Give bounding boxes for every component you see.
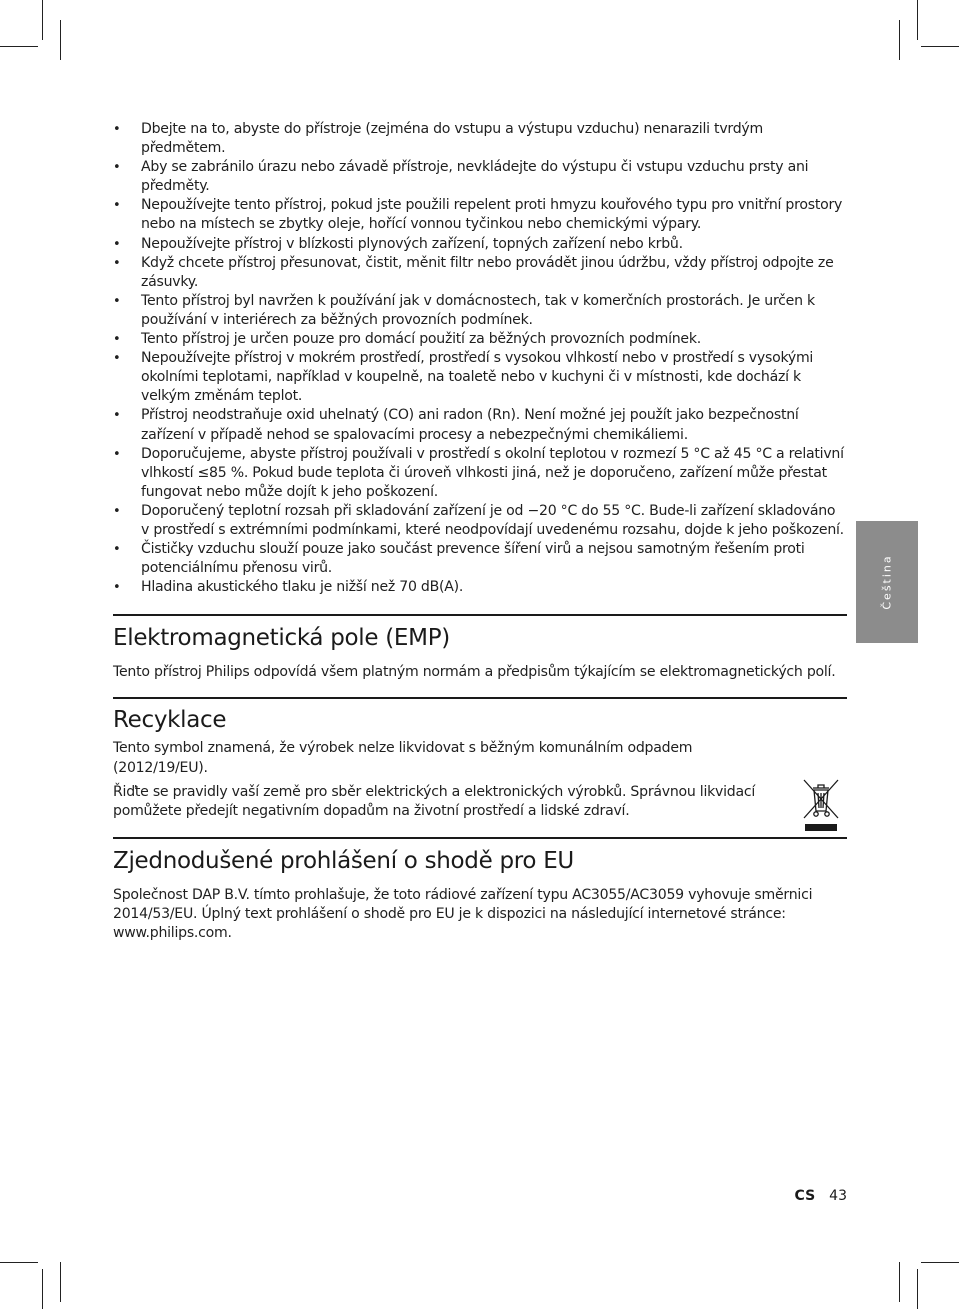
emf-text: Tento přístroj Philips odpovídá všem platným normám a předpisům týkajícím se elektromagnetických polí. bbox=[113, 664, 836, 681]
list-item: • Aby se zabránilo úrazu nebo závadě přístroje, nevkládejte do výstupu či vstupu vzduchu prsty ani předměty. bbox=[113, 159, 809, 195]
section-divider bbox=[113, 837, 847, 839]
list-item: • Nepoužívejte přístroj v mokrém prostředí, prostředí s vysokou vlhkostí nebo v prostředí s vysokými okolními teplotami, například v koupelně, na toaletě nebo v kuchyni či v místnosti, kde dochází k velkým změnám teplot. bbox=[113, 350, 814, 405]
list-item: • Nepoužívejte přístroj v blízkosti plynových zařízení, topných zařízení nebo krbů. bbox=[113, 235, 683, 252]
declaration-section bbox=[113, 846, 847, 943]
recycling-section bbox=[113, 705, 847, 820]
list-item: • Doporučený teplotní rozsah při skladování zařízení je od −20 °C do 55 °C. Bude-li zařízení skladováno v prostředí s extrémními podmínkami, které neodpovídají uvedenému rozsahu, dojde k jeho poškození. bbox=[113, 502, 844, 538]
emf-section bbox=[113, 623, 847, 682]
list-item: • Nepoužívejte tento přístroj, pokud jste použili repelent proti hmyzu kouřového typu pro vnitřní prostory nebo na místech se zbytky oleje, hořící vonnou tyčinkou nebo chemickými výpary. bbox=[113, 197, 843, 233]
list-item: • Čističky vzduchu slouží pouze jako součást prevence šíření virů a nejsou samotným řešením proti potenciálnímu přenosu virů. bbox=[113, 541, 805, 577]
safety-bullet-list bbox=[113, 120, 847, 597]
list-item: • Doporučujeme, abyste přístroj používali v prostředí s okolní teplotou v rozmezí 5 °C až 45 °C a relativní vlhkostí ≤85 %. Pokud bude teplota či úroveň vlhkosti jiná, než je doporučeno, zařízení může přestat fungovat nebo může dojít k jeho poškození. bbox=[113, 445, 844, 500]
section-divider bbox=[113, 697, 847, 699]
list-item: • Tento přístroj byl navržen k používání jak v domácnostech, tak v komerčních prostorách. Je určen k používání v interiérech za běžných provozních podmínek. bbox=[113, 292, 815, 328]
section-divider bbox=[113, 614, 847, 616]
list-item: • Hladina akustického tlaku je nižší než 70 dB(A). bbox=[113, 579, 464, 596]
page-content bbox=[113, 120, 847, 943]
recycling-heading: Recyklace bbox=[113, 707, 227, 734]
list-item: • Přístroj neodstraňuje oxid uhelnatý (CO) ani radon (Rn). Není možné jej použít jako bezpečnostní zařízení v případě nehod se spalovacími procesy a nebezpečnými chemikáliemi. bbox=[113, 407, 799, 443]
list-item: • Dbejte na to, abyste do přístroje (zejména do vstupu a výstupu vzduchu) nenarazili tvrdým předmětem. bbox=[113, 121, 763, 157]
page-number: 43 bbox=[829, 1188, 847, 1204]
page-footer bbox=[795, 1188, 847, 1204]
language-side-tab bbox=[856, 521, 918, 643]
declaration-text: Společnost DAP B.V. tímto prohlašuje, že toto rádiové zařízení typu AC3055/AC3059 vyhovuje směrnici 2014/53/EU. Úplný text prohlášení o shodě pro EU je k dispozici na následující internetové stránce: www.philips.com. bbox=[113, 886, 813, 941]
language-side-tab-label: Čeština bbox=[880, 554, 894, 610]
crossed-out-wheelie-bin-icon bbox=[802, 778, 840, 834]
declaration-heading: Zjednodušené prohlášení o shodě pro EU bbox=[113, 847, 574, 874]
recycling-text-1: Tento symbol znamená, že výrobek nelze likvidovat s běžným komunálním odpadem (2012/19/EU). bbox=[113, 740, 693, 776]
list-item: • Tento přístroj je určen pouze pro domácí použití za běžných provozních podmínek. bbox=[113, 331, 701, 348]
recycling-text-2: Řiďte se pravidly vaší země pro sběr elektrických a elektronických výrobků. Správnou likvidací pomůžete předejít negativním dopadům na životní prostředí a lidské zdraví. bbox=[113, 783, 756, 819]
emf-heading: Elektromagnetická pole (EMP) bbox=[113, 625, 450, 652]
list-item: • Když chcete přístroj přesunovat, čistit, měnit filtr nebo provádět jinou údržbu, vždy přístroj odpojte ze zásuvky. bbox=[113, 254, 834, 290]
language-code: CS bbox=[794, 1188, 816, 1204]
